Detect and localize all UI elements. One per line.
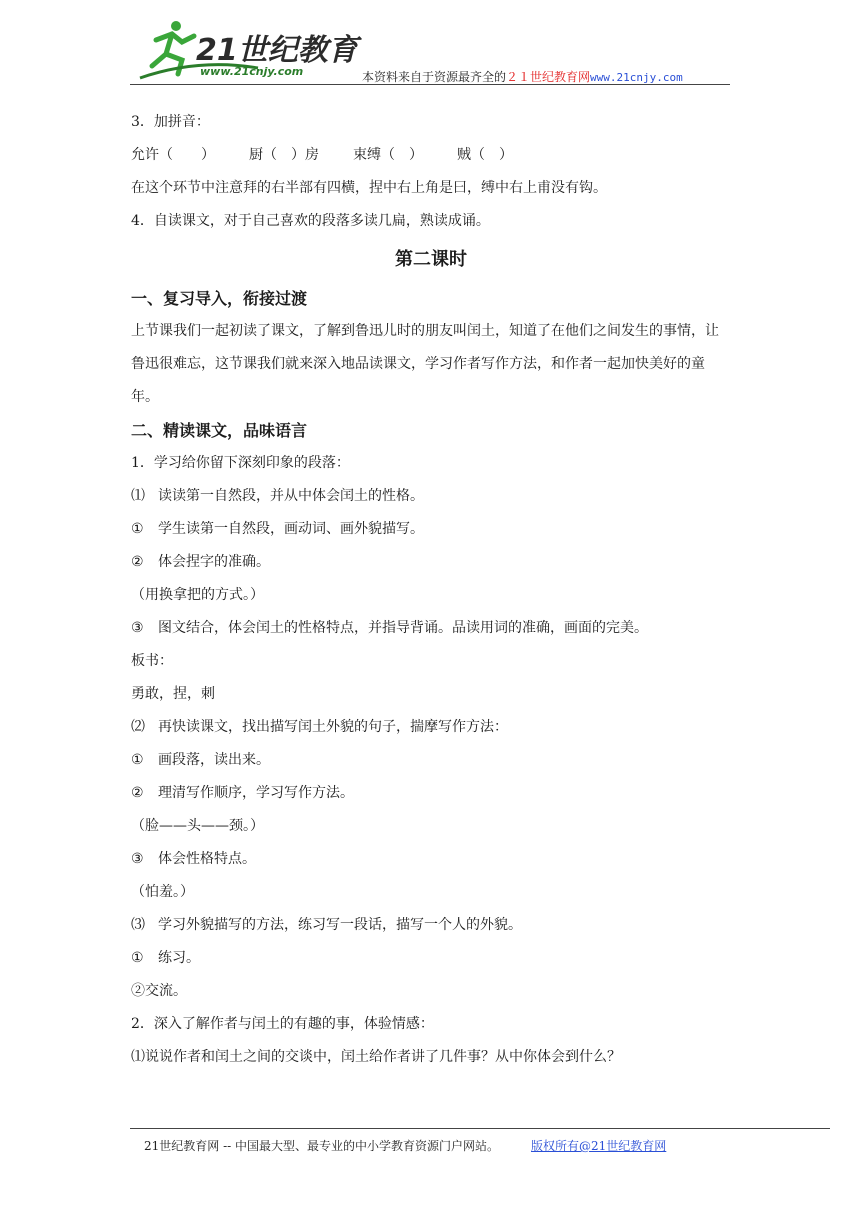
intro-paragraph: 上节课我们一起初读了课文，了解到鲁迅儿时的朋友叫闰土，知道了在他们之间发生的事情，让鲁迅很难忘，这节课我们就来深入地品读课文，学习作者写作方法，和作者一起加快美好的童年。 <box>131 323 719 405</box>
note: （用换拿把的方式。） <box>131 587 264 603</box>
step: ③ 图文结合，体会闰土的性格特点，并指导背诵。品读用词的准确，画面的完美。 <box>131 620 648 636</box>
lesson-title: 第二课时 <box>395 249 467 270</box>
reading-task: 4．自读课文，对于自己喜欢的段落多读几扁，熟读成诵。 <box>131 213 490 229</box>
footer-divider <box>130 1128 830 1129</box>
page-footer <box>144 1137 666 1154</box>
note: （怕羞。） <box>131 884 194 900</box>
board-label: 板书： <box>131 653 173 669</box>
step: ② 理清写作顺序，学习写作方法。 <box>131 785 354 801</box>
subtask: ⑵ 再快读课文，找出描写闰土外貌的句子，揣摩写作方法： <box>131 719 508 735</box>
svg-text:21世纪教育: 21世纪教育 <box>196 33 358 68</box>
step: ③ 体会性格特点。 <box>131 851 256 867</box>
site-logo <box>138 18 358 80</box>
subtask: ⑶ 学习外貌描写的方法，练习写一段话，描写一个人的外貌。 <box>131 917 522 933</box>
pinyin-exercise: 允许（ ） 厨（ ）房 束缚（ ） 贼（ ） <box>131 147 513 163</box>
writing-note: 在这个环节中注意拜的右半部有四横，捏中右上角是曰，缚中右上甫没有钩。 <box>131 180 607 196</box>
header-tagline: 本资料来自于资源最齐全的２１世纪教育网www.21cnjy.com <box>362 70 683 84</box>
pinyin-heading: 3．加拼音： <box>131 114 210 130</box>
document-body <box>131 106 731 1074</box>
task-2: 2．深入了解作者与闰土的有趣的事，体验情感： <box>131 1016 434 1032</box>
task-1: 1．学习给你留下深刻印象的段落： <box>131 455 350 471</box>
board-content: 勇敢，捏，刺 <box>131 686 215 702</box>
page-header <box>130 18 730 88</box>
step: ① 学生读第一自然段，画动词、画外貌描写。 <box>131 521 424 537</box>
header-divider <box>130 84 730 85</box>
svg-text:www.21cnjy.com: www.21cnjy.com <box>200 65 304 78</box>
step: ① 练习。 <box>131 950 200 966</box>
step: ① 画段落，读出来。 <box>131 752 270 768</box>
subtask: ⑴ 读读第一自然段，并从中体会闰土的性格。 <box>131 488 424 504</box>
footer-text: 21世纪教育网 -- 中国最大型、最专业的中小学教育资源门户网站。 <box>144 1139 500 1153</box>
copyright-link[interactable]: 版权所有@21世纪教育网 <box>531 1139 667 1153</box>
subtask: ⑴说说作者和闰土之间的交谈中，闰土给作者讲了几件事？从中你体会到什么？ <box>131 1049 621 1065</box>
section-heading-review: 一、复习导入，衔接过渡 <box>131 289 308 308</box>
step: ②交流。 <box>131 983 187 999</box>
note: （脸——头——颈。） <box>131 818 264 834</box>
step: ② 体会捏字的准确。 <box>131 554 270 570</box>
section-heading-close-reading: 二、精读课文，品味语言 <box>131 421 308 440</box>
